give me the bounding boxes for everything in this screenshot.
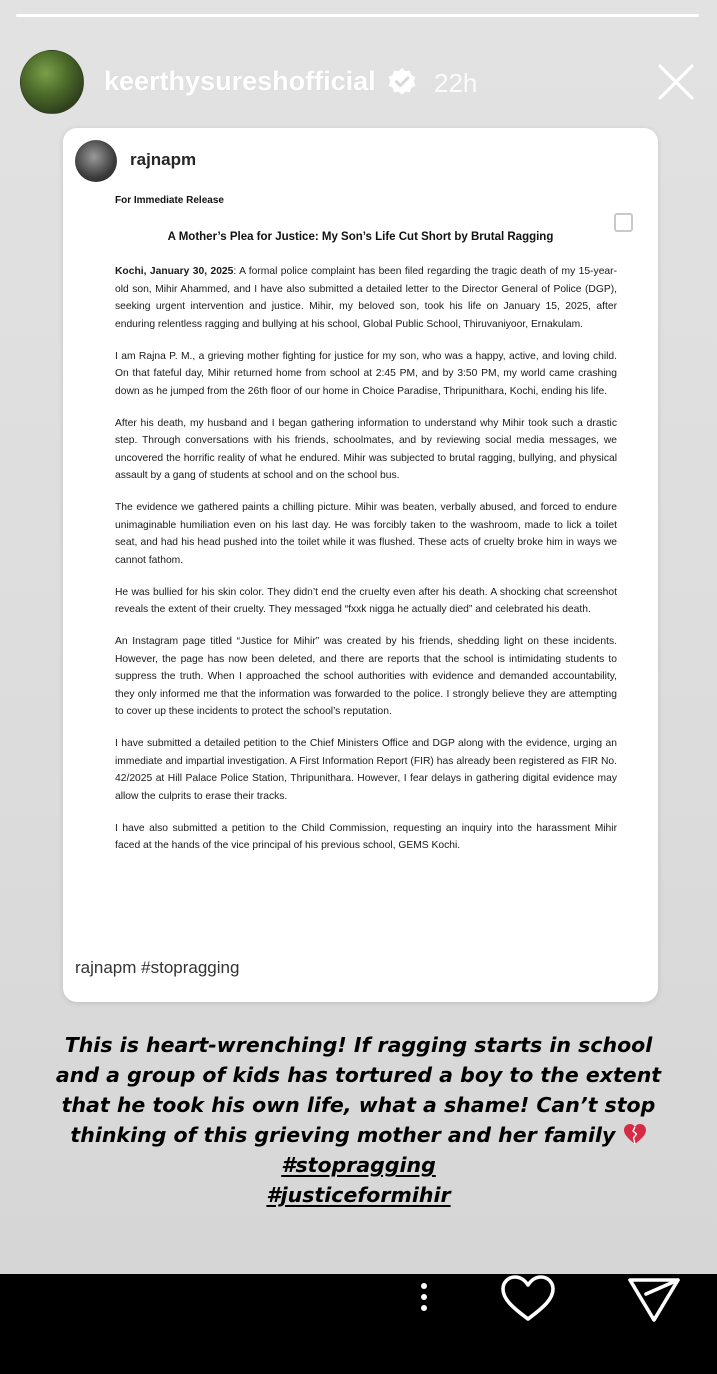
heart-icon[interactable] — [498, 1272, 558, 1324]
story-caption — [40, 1030, 677, 1210]
shared-post-card[interactable] — [63, 128, 658, 1002]
post-caption: rajnapm #stopragging — [75, 958, 240, 977]
document-paragraph: After his death, my husband and I began gathering information to understand why Mihir took such a drastic step. Through conversations with his friends, schoolmates, and by reviewing social media messages, we uncovered the horrific reality of what he endured. Mihir was subjected to brutal ragging, bullying, and physical assault by a gang of students at school and on the school bus. — [115, 417, 617, 481]
story-progress-fill — [16, 14, 699, 17]
story-progress-bar — [16, 14, 699, 17]
document-paragraph: The evidence we gathered paints a chilling picture. Mihir was beaten, verbally abused, and forced to endure unimaginable humiliation even on his last day. He was forcibly taken to the washroom, made to lick a toilet seat, and had his head pushed into the toilet while it was flushed. These acts of cruelty broke him in ways we cannot fathom. — [115, 502, 617, 566]
document-title: A Mother’s Plea for Justice: My Son’s Life Cut Short by Brutal Ragging — [167, 231, 554, 243]
document-paragraph: He was bullied for his skin color. They didn’t end the cruelty even after his death. A shocking chat screenshot reveals the extent of their cruelty. They messaged “fxxk nigga he actually died” and celebrated his death. — [115, 586, 617, 615]
document-paragraph: I am Rajna P. M., a grieving mother fighting for justice for my son, who was a happy, active, and loving child. On that fateful day, Mihir returned home from school at 2:45 PM, and by 3:50 PM, my world came crashing down as he jumped from the 26th floor of our home in Choice Paradise, Thripunithara, Kochi, ending his life. — [115, 350, 617, 397]
document-body — [115, 263, 617, 869]
more-options-icon[interactable] — [406, 1278, 442, 1318]
close-icon[interactable] — [656, 62, 696, 102]
document-paragraph: I have also submitted a petition to the Child Commission, requesting an inquiry into the harassment Mihir faced at the hands of the vice principal of his previous school, GEMS Kochi. — [115, 822, 617, 851]
document-release-label: For Immediate Release — [115, 195, 224, 206]
story-username[interactable]: keerthysureshofficial — [104, 66, 376, 96]
document-paragraph: An Instagram page titled “Justice for Mihir” was created by his friends, shedding light on these incidents. However, the page has now been deleted, and there are reports that the school is intimidating students to suppress the truth. When I approached the school authorities with evidence and demanded accountability, they only informed me that the information was forwarded to the police. I strongly believe they are attempting to cover up these incidents to protect the school’s reputation. — [115, 636, 617, 717]
document-paragraph: I have submitted a detailed petition to the Chief Ministers Office and DGP along with the evidence, urging an immediate and impartial investigation. A First Information Report (FIR) has already been registered as FIR No. 42/2025 at Hill Palace Police Station, Thripunithara. However, I fear delays in gathering digital evidence may allow the culprits to erase their tracks. — [115, 738, 617, 802]
story-header — [20, 50, 700, 116]
verified-badge-icon — [386, 66, 418, 98]
story-time: 22h — [434, 68, 478, 98]
broken-heart-icon — [623, 1123, 647, 1145]
post-author-avatar — [75, 140, 117, 182]
send-icon[interactable] — [624, 1272, 684, 1324]
hashtag-link[interactable]: #stopragging — [281, 1153, 436, 1177]
story-action-bar — [0, 1274, 717, 1374]
hashtag-link[interactable]: #justiceformihir — [266, 1183, 451, 1207]
post-author-username: rajnapm — [130, 150, 197, 169]
profile-avatar[interactable] — [20, 50, 84, 114]
document-paragraph: Kochi, January 30, 2025: A formal police complaint has been filed regarding the tragic death of my 15-year-old son, Mihir Ahammed, and I have also submitted a detailed letter to the Director General of Police (DGP), seeking urgent intervention and justice. Mihir, my beloved son, took his life on January 15, 2025, after enduring relentless ragging and bullying at his school, Global Public School, Thiruvaniyoor, Ernakulam. — [115, 266, 617, 330]
bookmark-icon — [614, 213, 633, 232]
story-caption-text: This is heart-wrenching! If ragging starts in school and a group of kids has tortured a boy to the extent that he took his own life, what a shame! Can’t stop thinking of this grieving mother and her family — [55, 1033, 662, 1147]
document-dateline: Kochi, January 30, 2025 — [115, 266, 234, 277]
